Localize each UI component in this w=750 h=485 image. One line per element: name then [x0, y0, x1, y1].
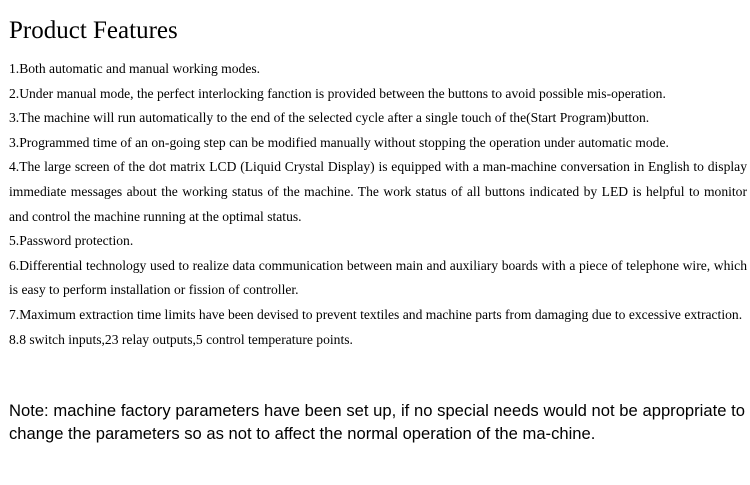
note-paragraph: Note: machine factory parameters have been set up, if no special needs would not be appropriate to change the parameters so as not to affect the normal operation of the ma-chine.: [9, 401, 745, 443]
feature-item-3: 3.The machine will run automatically to the end of the selected cycle after a single touch of the(Start Program)button.: [9, 110, 650, 126]
feature-item-7: 7.Maximum extraction time limits have been devised to prevent textiles and machine parts from damaging due to excessive extraction.: [9, 306, 743, 322]
feature-item-6: 6.Differential technology used to realize data communication between main and auxiliary boards with a piece of telephone wire, which is easy to perform installation or fission of controller.: [9, 257, 747, 298]
feature-item-5: 5.Password protection.: [9, 233, 134, 249]
feature-item-3b: 3.Programmed time of an on-going step can be modified manually without stopping the operation under automatic mode.: [9, 134, 669, 150]
feature-item-8: 8.8 switch inputs,23 relay outputs,5 control temperature points.: [9, 331, 353, 347]
feature-item-1: 1.Both automatic and manual working modes.: [9, 61, 261, 76]
feature-list: [9, 57, 747, 352]
page-title: Product Features: [9, 17, 178, 44]
feature-item-2: 2.Under manual mode, the perfect interlocking fanction is provided between the buttons to avoid possible mis-operation.: [9, 85, 666, 101]
feature-item-4: 4.The large screen of the dot matrix LCD (Liquid Crystal Display) is equipped with a man-machine conversation in English to display immediate messages about the working status of the machine. The work status of all buttons indicated by LED is helpful to monitor and control the machine running at the optimal status.: [9, 159, 747, 224]
